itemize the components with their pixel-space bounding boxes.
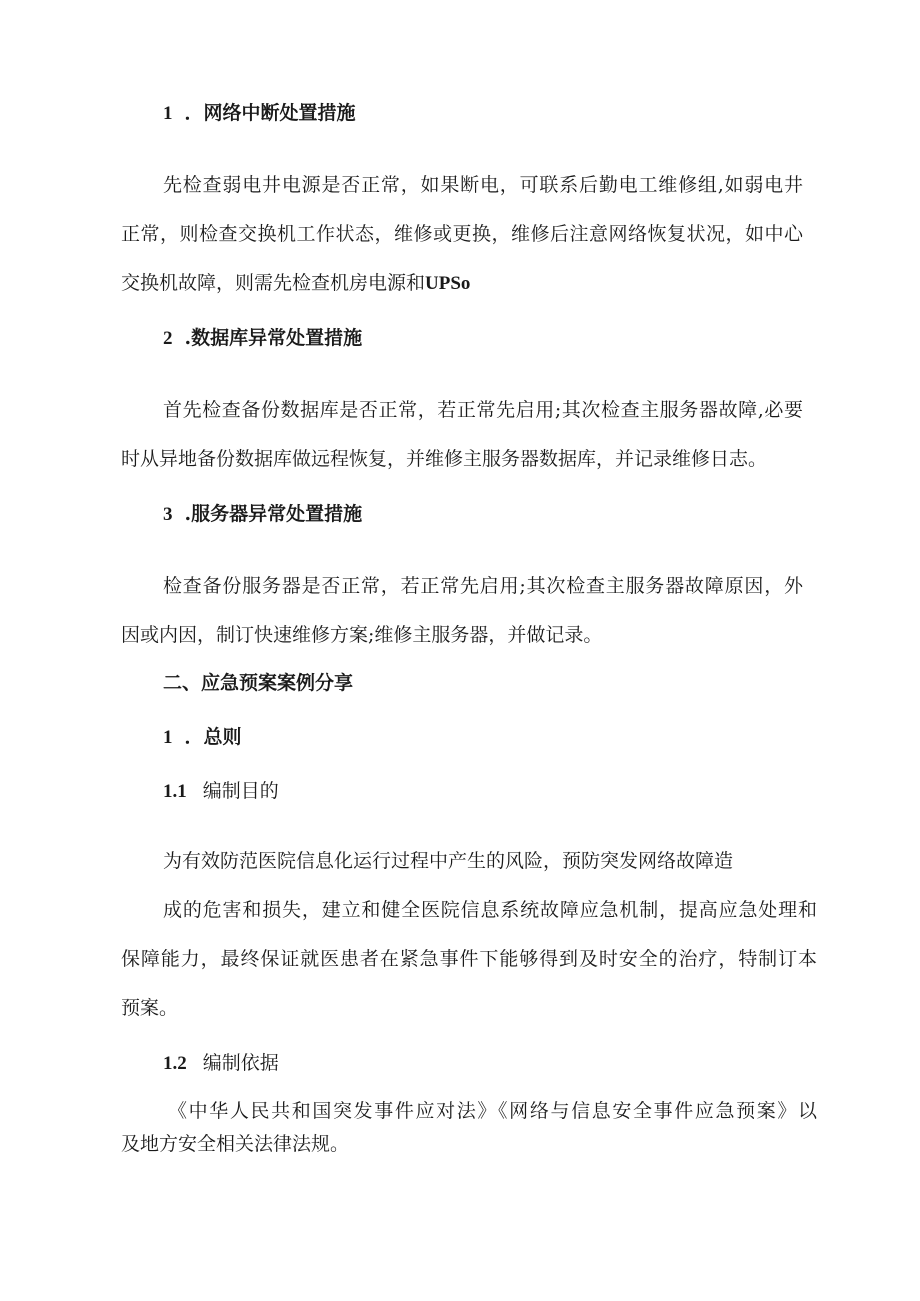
section-1-paragraph-line-3-text: 交换机故障，则需先检查机房电源和 — [121, 272, 426, 294]
purpose-line-1: 为有效防范医院信息化运行过程中产生的风险，预防突发网络故障造 — [163, 850, 734, 872]
ups-term: UPSo — [425, 273, 471, 294]
subsection-1-2-number: 1.2 — [163, 1053, 187, 1074]
general-number: 1 — [163, 727, 173, 748]
section-1-paragraph-line-3 — [121, 269, 470, 298]
section-2-paragraph-line-1: 首先检查备份数据库是否正常，若正常先启用;其次检查主服务器故障,必要 — [163, 399, 803, 421]
subsection-1-1-title: 编制目的 — [202, 780, 279, 802]
section-1-paragraph-line-1: 先检查弱电井电源是否正常，如果断电，可联系后勤电工维修组,如弱电井 — [163, 174, 803, 196]
basis-line-1: 《中华人民共和国突发事件应对法》《网络与信息安全事件应急预案》以 — [168, 1100, 817, 1122]
general-heading — [163, 723, 242, 752]
subsection-1-1-heading — [163, 777, 279, 806]
purpose-line-3: 保障能力，最终保证就医患者在紧急事件下能够得到及时安全的治疗，特制订本 — [121, 948, 817, 970]
section-3-paragraph-line-2: 因或内因，制订快速维修方案;维修主服务器，并做记录。 — [121, 624, 603, 646]
section-2-heading — [163, 324, 362, 353]
section-2-paragraph-line-2: 时从异地备份数据库做远程恢复，并维修主服务器数据库，并记录维修日志。 — [121, 448, 768, 470]
section-3-heading — [163, 500, 362, 529]
section-3-paragraph-line-1: 检查备份服务器是否正常，若正常先启用;其次检查主服务器故障原因，外 — [163, 575, 803, 597]
part-2-heading: 二、应急预案案例分享 — [163, 672, 354, 694]
section-1-number: 1 — [163, 103, 173, 124]
section-1-paragraph-line-2: 正常，则检查交换机工作状态，维修或更换，维修后注意网络恢复状况，如中心 — [121, 223, 803, 245]
section-1-heading — [163, 99, 356, 128]
subsection-1-2-heading — [163, 1049, 279, 1078]
subsection-1-1-number: 1.1 — [163, 781, 187, 802]
purpose-line-4: 预案。 — [121, 997, 179, 1019]
section-2-title: .数据库异常处置措施 — [184, 327, 363, 349]
general-title: ．总则 — [184, 726, 242, 748]
section-2-number: 2 — [163, 328, 173, 349]
section-3-number: 3 — [163, 504, 173, 525]
purpose-line-2: 成的危害和损失，建立和健全医院信息系统故障应急机制，提高应急处理和 — [163, 899, 817, 921]
basis-line-2: 及地方安全相关法律法规。 — [121, 1133, 350, 1155]
section-3-title: .服务器异常处置措施 — [184, 503, 363, 525]
section-1-title: ．网络中断处置措施 — [184, 102, 356, 124]
subsection-1-2-title: 编制依据 — [202, 1052, 279, 1074]
